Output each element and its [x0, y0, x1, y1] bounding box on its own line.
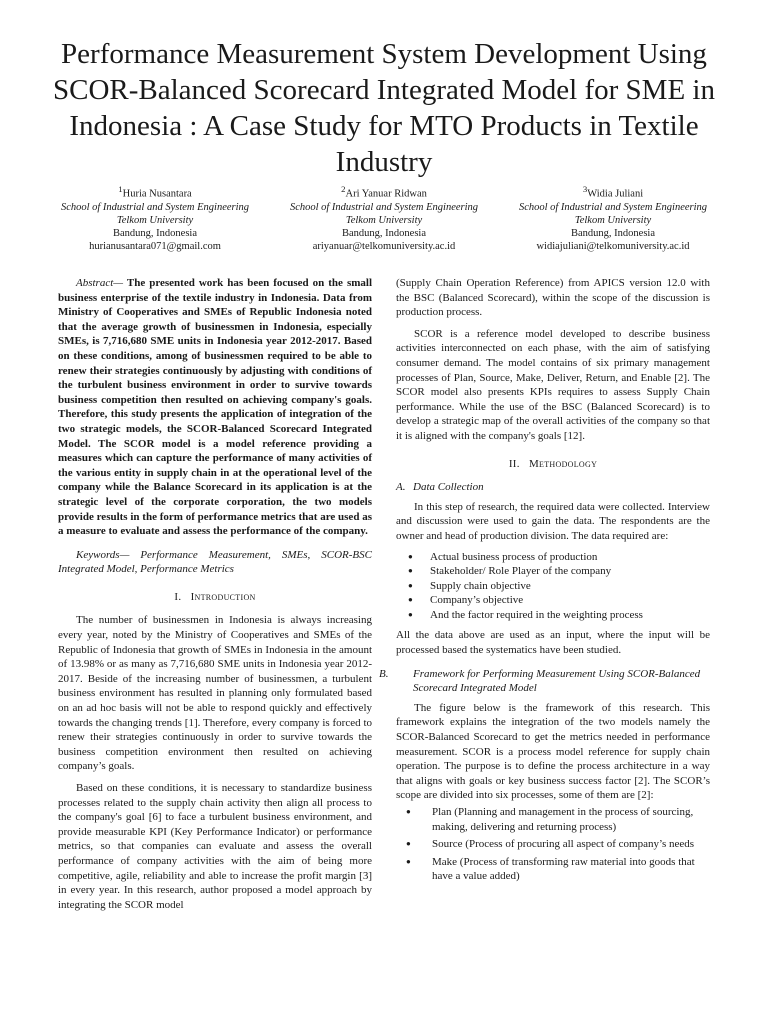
author-email[interactable]: ariyanuar@telkomuniversity.ac.id — [312, 241, 456, 253]
subsection-number: B. — [379, 667, 389, 680]
author-city: Bandung, Indonesia — [342, 228, 426, 240]
subsection-title: Framework for Performing Measurement Using SCOR-Balanced Scorecard Integrated Model — [413, 667, 701, 695]
author-3 — [498, 183, 728, 254]
framework-paragraph: The figure below is the framework of this research. This framework explains the integration of the two models namely the SCOR-Balanced Scorecard to get the metrics needed in performance measurement. SCOR is a process model reference for supply chain operation. The purpose is to define the process architecture in a way that aligns with goals or key business success factor [2]. The SCOR’s scope are divided into six processes, some of them are [2]: — [396, 701, 710, 802]
list-item: ● Source (Process of procuring all aspect of company’s needs — [432, 837, 710, 852]
abstract — [58, 276, 372, 539]
intro-paragraph-1: The number of businessmen in Indonesia is always increasing every year, noted by the Ministry of Cooperatives and SMEs of the Republic of Indonesia that growth of SMEs in Indonesia in the amount of 13.98% or as many as 7,716,680 SME units in Indonesia year 2012-2017. Beside of the increasing number of businessmen, a turbulent business environment has resulted in planning only formulated based on an ad hoc basis will not be able to respond quickly and effectively towards the changing trends [1]. Therefore, every company is forced to renew their strategies continuously in order to survive towards the business competition environment then resulted on achieving company’s goals. — [58, 614, 372, 773]
subsection-heading-framework — [379, 667, 710, 696]
list-item: ● Make (Process of transforming raw material into goods that have a value added) — [432, 855, 710, 884]
abstract-label: Abstract— — [76, 277, 124, 289]
author-name — [269, 183, 499, 201]
author-university: Telkom University — [116, 214, 194, 226]
author-department: School of Industrial and System Engineering — [289, 201, 479, 213]
author-superscript: 1 — [118, 184, 123, 194]
section-title: Methodology — [528, 457, 598, 470]
list-item: ● Company’s objective — [430, 593, 710, 608]
list-item: ● Plan (Planning and management in the process of sourcing, making, delivering and returning process) — [432, 805, 710, 834]
author-superscript: 3 — [582, 184, 588, 194]
author-university: Telkom University — [574, 214, 652, 226]
abstract-text: The presented work has been focused on the small business enterprise of the textile industry in Indonesia. Data from Ministry of Cooperatives and SMEs of Republic Indonesia noted that the average growth of businessmen in Indonesia, especially SMEs, is 7,716,680 SME units in Indonesia year 2012-2017. Based on these conditions, among of businessmen required to be able to renew their strategies continuously by adjusting with conditions of the turbulent business environment in order to survive towards business competition then resulted on achieving company's goals. Therefore, this study presents the application of integration of the two strategic models, the SCOR-Balanced Scorecard Integrated Model. The SCOR model is a model reference providing a measures which can capture the performance of many activities of the various entity in supply chain in at the operational level of the company while the Balance Scorecard in its application is at the strategic level of the corporate corporation, the two models provide results in the form of performance metrics that are used as a measure to evaluate and assess the performance of the company. — [58, 277, 372, 538]
author-department: School of Industrial and System Engineering — [518, 201, 708, 213]
paper-title: Performance Measurement System Development Using SCOR-Balanced Scorecard Integrated Model for SME in Indonesia : A Case Study for MTO Products in Textile Industry — [53, 38, 715, 178]
author-university: Telkom University — [345, 214, 423, 226]
scor-paragraph: SCOR is a reference model developed to describe business activities interconnected on each phase, with the aim of satisfying consumer demand. The model contains of six primary management processes of Plan, Source, Make, Deliver, Return, and Enable [2]. The SCOR model also presents KPIs requires to assess Supply Chain performance. While the use of the BSC (Balanced Scorecard) is to develop a strategic map of the overall activities of the company so that it is aligned with the company's goals [12]. — [396, 327, 710, 442]
section-title: Introduction — [190, 590, 256, 603]
right-column — [379, 276, 710, 887]
author-name — [40, 183, 270, 201]
author-city: Bandung, Indonesia — [113, 228, 197, 240]
author-name-text: Huria Nusantara — [122, 188, 192, 200]
scor-scope-list — [396, 805, 710, 884]
author-name-text: Ari Yanuar Ridwan — [345, 188, 427, 200]
data-collection-intro: In this step of research, the required data were collected. Interview and discussion were used to gain the data. The respondents are the owner and head of production division. The data required are: — [396, 500, 710, 542]
author-name-text: Widia Juliani — [587, 188, 644, 200]
list-item: ● Supply chain objective — [430, 579, 710, 594]
list-item: ● And the factor required in the weighting process — [430, 608, 710, 623]
section-number: I. — [174, 590, 182, 603]
list-item: ● Actual business process of production — [430, 550, 710, 565]
subsection-number: A. — [396, 481, 406, 494]
author-superscript: 2 — [341, 184, 346, 194]
author-email[interactable]: widiajuliani@telkomuniversity.ac.id — [536, 241, 690, 253]
author-city: Bandung, Indonesia — [571, 228, 655, 240]
data-required-list — [396, 550, 710, 623]
author-1 — [40, 183, 270, 254]
intro-paragraph-2: Based on these conditions, it is necessary to standardize business processes related to the supply chain activity then align all process to the company's goal [6] to face a turbulent business environment, and provide measurable KPI (Key Performance Indicator) or performance metrics, so that companies can evaluate and assess the overall performance of company activities with the aim of being more competitive, agile, reliability and able to increase the profit margin [3] in every year. In this research, author proposed a model approach by integrating the SCOR model — [58, 782, 372, 911]
author-email[interactable]: hurianusantara071@gmail.com — [89, 241, 221, 253]
subsection-heading-data-collection — [396, 480, 710, 495]
data-collection-outro: All the data above are used as an input, where the input will be processed based the systematics have been studied. — [396, 629, 710, 657]
subsection-title: Data Collection — [413, 481, 484, 494]
section-heading-methodology — [396, 457, 710, 472]
author-department: School of Industrial and System Engineering — [60, 201, 250, 213]
continuation-paragraph: (Supply Chain Operation Reference) from APICS version 12.0 with the BSC (Balanced Scorecard), within the scope of the discussion is production process. — [396, 277, 710, 319]
keywords: Keywords— Performance Measurement, SMEs, SCOR-BSC Integrated Model, Performance Metrics — [58, 548, 372, 576]
section-number: II. — [508, 457, 520, 470]
list-item: ● Stakeholder/ Role Player of the company — [430, 564, 710, 579]
left-column — [58, 276, 372, 912]
section-heading-introduction — [58, 590, 372, 605]
author-name — [498, 183, 728, 201]
author-2 — [269, 183, 499, 254]
